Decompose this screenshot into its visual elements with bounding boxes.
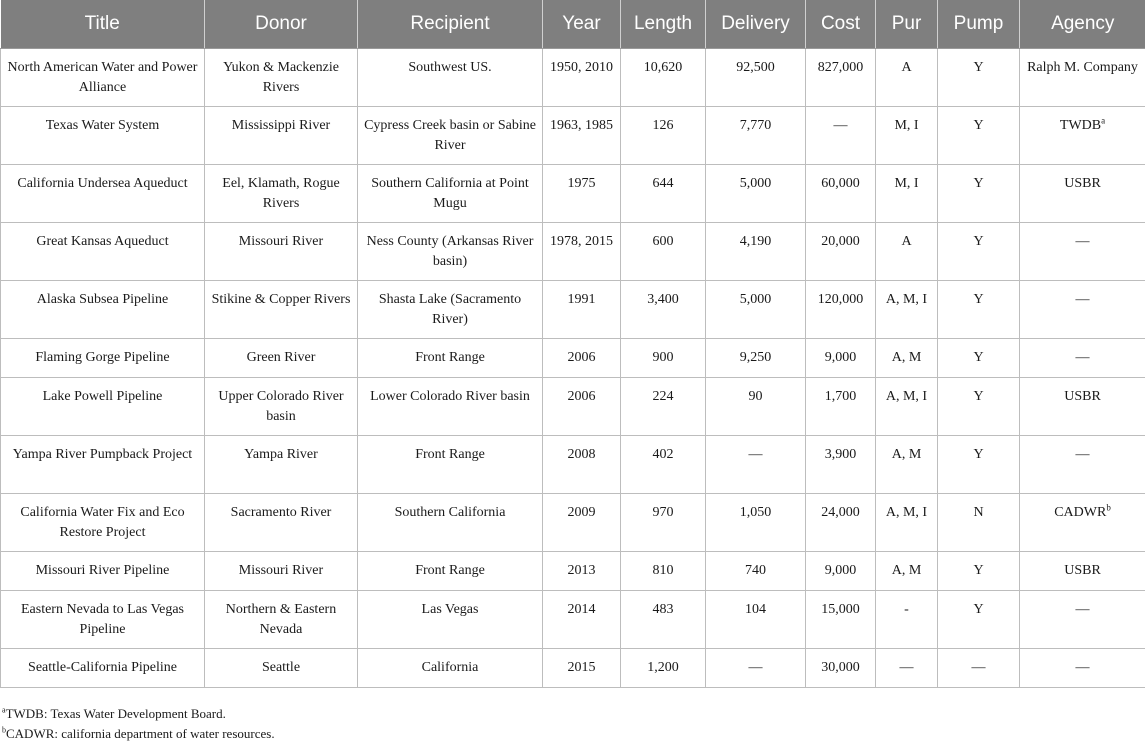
- column-header-year: Year: [543, 0, 621, 49]
- cell-agency: [1020, 223, 1145, 281]
- cell-year: 1978, 2015: [543, 223, 621, 281]
- agency-text: TWDB: [1060, 118, 1101, 133]
- footnote-b: [2, 724, 275, 744]
- footnote-marker: b: [2, 726, 6, 735]
- cell-cost: 9,000: [806, 339, 876, 378]
- cell-pump: Y: [938, 281, 1020, 339]
- cell-pur: A, M, I: [876, 281, 938, 339]
- cell-pur: A: [876, 223, 938, 281]
- cell-recipient: Cypress Creek basin or Sabine River: [358, 107, 543, 165]
- cell-title: Flaming Gorge Pipeline: [1, 339, 205, 378]
- cell-year: 1963, 1985: [543, 107, 621, 165]
- cell-cost: 3,900: [806, 436, 876, 494]
- cell-agency: [1020, 165, 1145, 223]
- cell-agency: [1020, 436, 1145, 494]
- cell-length: 402: [621, 436, 706, 494]
- footnote-text: CADWR: california department of water resources.: [6, 726, 275, 741]
- cell-length: 10,620: [621, 49, 706, 107]
- column-header-delivery: Delivery: [706, 0, 806, 49]
- cell-pump: Y: [938, 552, 1020, 591]
- cell-delivery: 4,190: [706, 223, 806, 281]
- cell-cost: 120,000: [806, 281, 876, 339]
- table-row: [1, 649, 1145, 688]
- table-row: [1, 223, 1145, 281]
- cell-year: 2015: [543, 649, 621, 688]
- footnote-text: TWDB: Texas Water Development Board.: [6, 706, 226, 721]
- cell-pump: Y: [938, 49, 1020, 107]
- cell-pur: —: [876, 649, 938, 688]
- table-row: [1, 591, 1145, 649]
- cell-delivery: 5,000: [706, 165, 806, 223]
- cell-pur: -: [876, 591, 938, 649]
- table-row: [1, 165, 1145, 223]
- cell-cost: 9,000: [806, 552, 876, 591]
- cell-delivery: 7,770: [706, 107, 806, 165]
- cell-title: Alaska Subsea Pipeline: [1, 281, 205, 339]
- cell-recipient: Shasta Lake (Sacramento River): [358, 281, 543, 339]
- agency-text: —: [1076, 660, 1090, 675]
- cell-delivery: 104: [706, 591, 806, 649]
- cell-delivery: 90: [706, 378, 806, 436]
- cell-recipient: Southern California: [358, 494, 543, 552]
- cell-title: Great Kansas Aqueduct: [1, 223, 205, 281]
- footnote-marker: a: [2, 706, 6, 715]
- cell-year: 2009: [543, 494, 621, 552]
- cell-year: 1991: [543, 281, 621, 339]
- cell-title: North American Water and Power Alliance: [1, 49, 205, 107]
- cell-recipient: Ness County (Arkansas River basin): [358, 223, 543, 281]
- cell-pur: M, I: [876, 165, 938, 223]
- cell-pur: A, M: [876, 552, 938, 591]
- cell-donor: Missouri River: [205, 552, 358, 591]
- cell-agency: [1020, 552, 1145, 591]
- cell-agency: [1020, 281, 1145, 339]
- cell-year: 2014: [543, 591, 621, 649]
- cell-length: 970: [621, 494, 706, 552]
- cell-cost: 60,000: [806, 165, 876, 223]
- cell-title: Yampa River Pumpback Project: [1, 436, 205, 494]
- agency-text: USBR: [1064, 176, 1101, 191]
- cell-donor: Green River: [205, 339, 358, 378]
- cell-pump: Y: [938, 339, 1020, 378]
- cell-donor: Sacramento River: [205, 494, 358, 552]
- cell-recipient: Lower Colorado River basin: [358, 378, 543, 436]
- cell-delivery: 5,000: [706, 281, 806, 339]
- cell-pump: Y: [938, 591, 1020, 649]
- column-header-pump: Pump: [938, 0, 1020, 49]
- cell-donor: Mississippi River: [205, 107, 358, 165]
- agency-text: —: [1076, 350, 1090, 365]
- column-header-title: Title: [1, 0, 205, 49]
- cell-recipient: Southern California at Point Mugu: [358, 165, 543, 223]
- agency-text: CADWR: [1054, 505, 1106, 520]
- table-footnotes: [2, 704, 275, 744]
- cell-cost: 827,000: [806, 49, 876, 107]
- table-row: [1, 107, 1145, 165]
- cell-donor: Upper Colorado River basin: [205, 378, 358, 436]
- cell-cost: —: [806, 107, 876, 165]
- cell-title: California Undersea Aqueduct: [1, 165, 205, 223]
- cell-agency: [1020, 649, 1145, 688]
- cell-length: 483: [621, 591, 706, 649]
- column-header-agency: Agency: [1020, 0, 1145, 49]
- cell-agency: [1020, 107, 1145, 165]
- agency-text: Ralph M. Company: [1027, 60, 1138, 75]
- cell-delivery: —: [706, 649, 806, 688]
- cell-donor: Yampa River: [205, 436, 358, 494]
- cell-delivery: —: [706, 436, 806, 494]
- cell-year: 1975: [543, 165, 621, 223]
- cell-agency: [1020, 49, 1145, 107]
- cell-donor: Missouri River: [205, 223, 358, 281]
- cell-recipient: Southwest US.: [358, 49, 543, 107]
- cell-donor: Northern & Eastern Nevada: [205, 591, 358, 649]
- cell-title: Lake Powell Pipeline: [1, 378, 205, 436]
- agency-text: —: [1076, 602, 1090, 617]
- table-row: [1, 49, 1145, 107]
- cell-pump: Y: [938, 223, 1020, 281]
- cell-year: 2006: [543, 339, 621, 378]
- cell-pump: Y: [938, 378, 1020, 436]
- cell-pur: A: [876, 49, 938, 107]
- cell-agency: [1020, 378, 1145, 436]
- table-row: [1, 494, 1145, 552]
- cell-recipient: Front Range: [358, 339, 543, 378]
- cell-pur: A, M: [876, 339, 938, 378]
- cell-cost: 1,700: [806, 378, 876, 436]
- cell-delivery: 740: [706, 552, 806, 591]
- agency-text: USBR: [1064, 563, 1101, 578]
- table-row: [1, 552, 1145, 591]
- agency-text: —: [1076, 234, 1090, 249]
- cell-cost: 24,000: [806, 494, 876, 552]
- cell-recipient: Front Range: [358, 552, 543, 591]
- cell-agency: [1020, 591, 1145, 649]
- cell-length: 3,400: [621, 281, 706, 339]
- table-row: [1, 281, 1145, 339]
- cell-length: 644: [621, 165, 706, 223]
- column-header-donor: Donor: [205, 0, 358, 49]
- agency-text: USBR: [1064, 389, 1101, 404]
- cell-title: Texas Water System: [1, 107, 205, 165]
- cell-donor: Yukon & Mackenzie Rivers: [205, 49, 358, 107]
- cell-year: 2006: [543, 378, 621, 436]
- cell-delivery: 92,500: [706, 49, 806, 107]
- cell-pur: M, I: [876, 107, 938, 165]
- cell-title: Missouri River Pipeline: [1, 552, 205, 591]
- footnote-a: [2, 704, 275, 724]
- cell-pump: —: [938, 649, 1020, 688]
- footnote-mark: b: [1106, 502, 1111, 512]
- cell-title: Seattle-California Pipeline: [1, 649, 205, 688]
- table-row: [1, 436, 1145, 494]
- cell-delivery: 1,050: [706, 494, 806, 552]
- cell-pur: A, M, I: [876, 378, 938, 436]
- cell-length: 600: [621, 223, 706, 281]
- header-row: [1, 0, 1145, 49]
- cell-donor: Stikine & Copper Rivers: [205, 281, 358, 339]
- cell-length: 810: [621, 552, 706, 591]
- cell-agency: [1020, 494, 1145, 552]
- cell-pur: A, M: [876, 436, 938, 494]
- cell-recipient: California: [358, 649, 543, 688]
- agency-text: —: [1076, 447, 1090, 462]
- cell-pur: A, M, I: [876, 494, 938, 552]
- cell-length: 224: [621, 378, 706, 436]
- cell-year: 2013: [543, 552, 621, 591]
- column-header-pur: Pur: [876, 0, 938, 49]
- table-row: [1, 378, 1145, 436]
- table-row: [1, 339, 1145, 378]
- cell-cost: 20,000: [806, 223, 876, 281]
- cell-agency: [1020, 339, 1145, 378]
- cell-pump: N: [938, 494, 1020, 552]
- cell-length: 1,200: [621, 649, 706, 688]
- cell-donor: Eel, Klamath, Rogue Rivers: [205, 165, 358, 223]
- cell-cost: 15,000: [806, 591, 876, 649]
- cell-pump: Y: [938, 436, 1020, 494]
- cell-title: Eastern Nevada to Las Vegas Pipeline: [1, 591, 205, 649]
- agency-text: —: [1076, 292, 1090, 307]
- cell-length: 900: [621, 339, 706, 378]
- cell-pump: Y: [938, 165, 1020, 223]
- cell-year: 2008: [543, 436, 621, 494]
- footnote-mark: a: [1101, 115, 1105, 125]
- cell-length: 126: [621, 107, 706, 165]
- column-header-length: Length: [621, 0, 706, 49]
- cell-recipient: Front Range: [358, 436, 543, 494]
- cell-title: California Water Fix and Eco Restore Project: [1, 494, 205, 552]
- cell-cost: 30,000: [806, 649, 876, 688]
- cell-delivery: 9,250: [706, 339, 806, 378]
- cell-pump: Y: [938, 107, 1020, 165]
- column-header-recipient: Recipient: [358, 0, 543, 49]
- cell-donor: Seattle: [205, 649, 358, 688]
- cell-year: 1950, 2010: [543, 49, 621, 107]
- table-body: [1, 49, 1145, 688]
- column-header-cost: Cost: [806, 0, 876, 49]
- cell-recipient: Las Vegas: [358, 591, 543, 649]
